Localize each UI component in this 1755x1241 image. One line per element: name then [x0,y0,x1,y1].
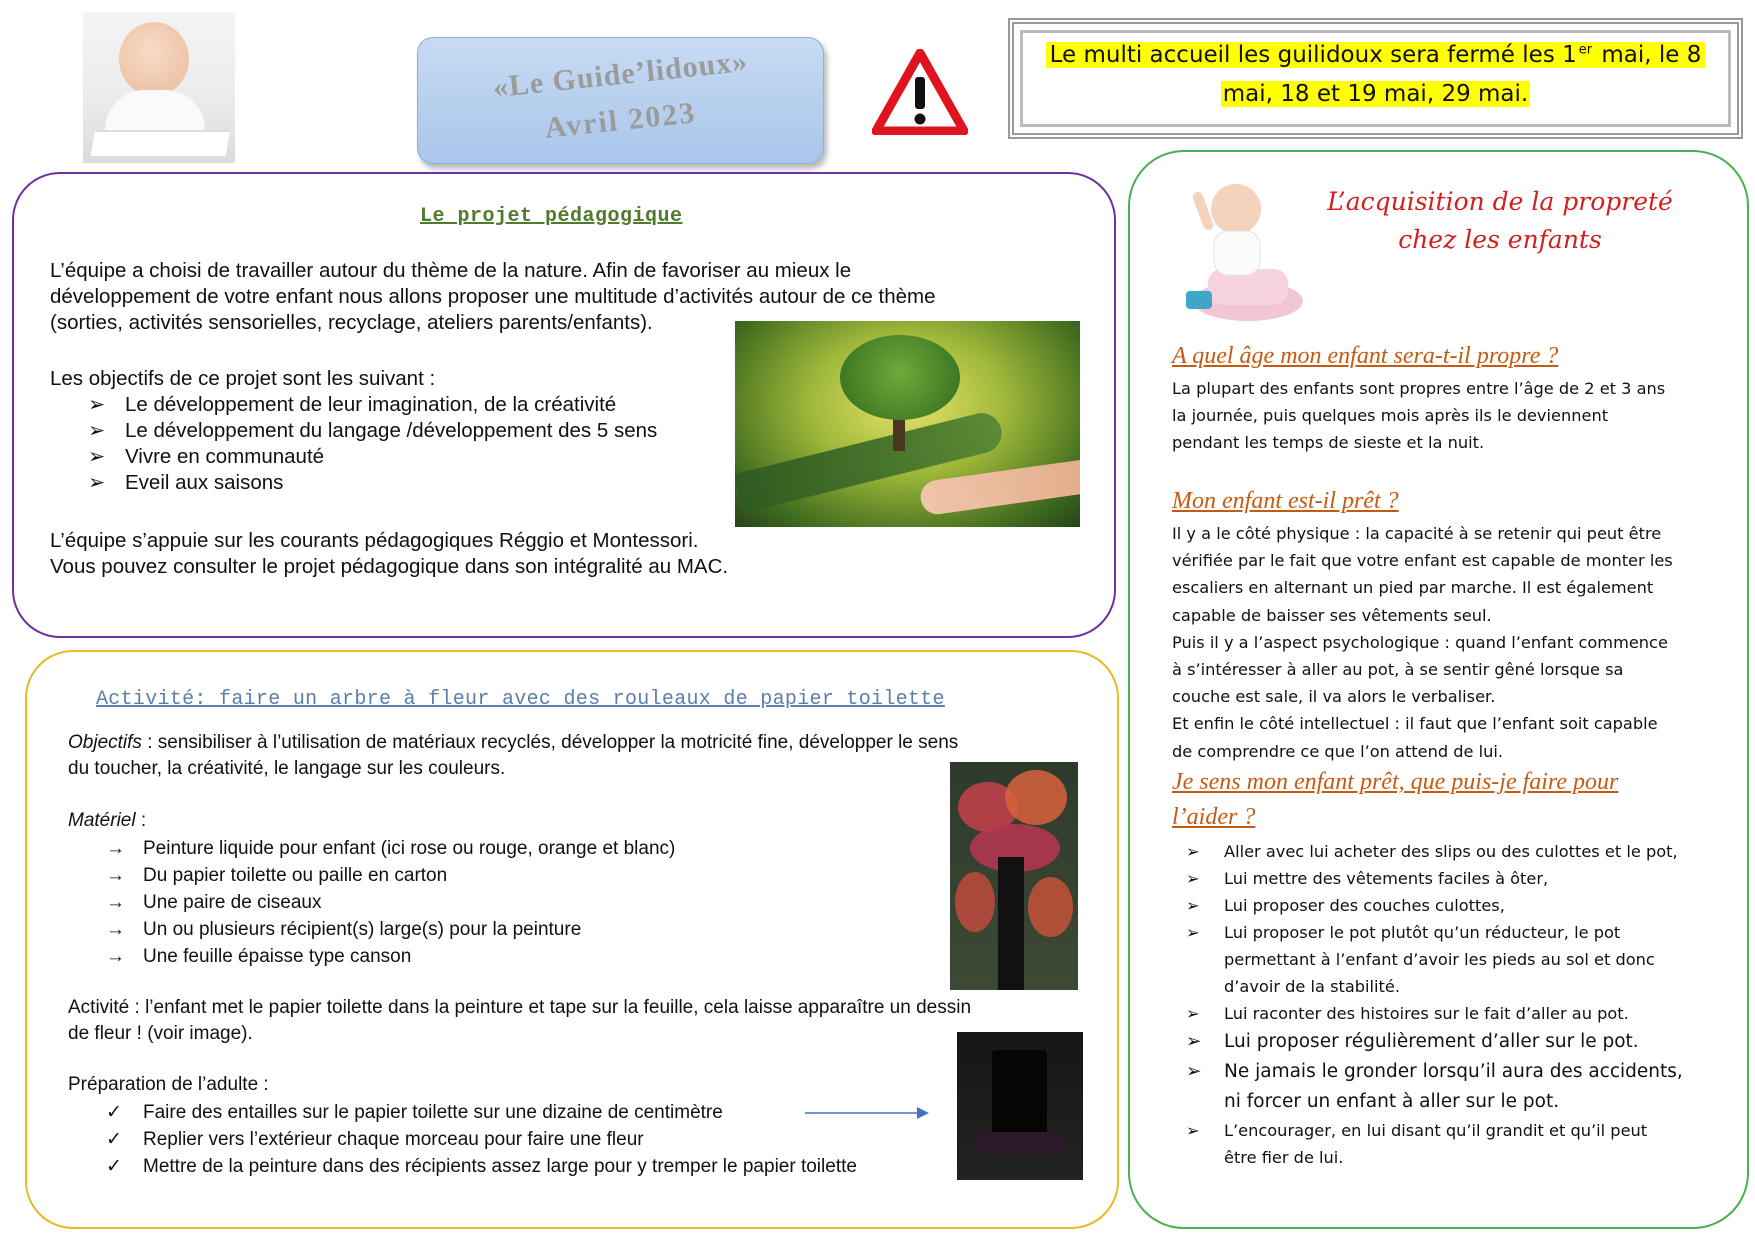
list-item: ➢ Lui proposer le pot plutôt qu’un réducteur, le pot [1186,923,1621,942]
list-item: ➢ Aller avec lui acheter des slips ou des culottes et le pot, [1186,842,1678,861]
baby-on-potty-image [1178,173,1306,331]
list-item: ➢ Le développement du langage /développement des 5 sens [88,419,658,442]
baby-reading-photo [83,12,235,163]
list-item: ➢ L’encourager, en lui disant qu’il grandit et qu’il peut [1186,1121,1648,1140]
activite-materiel-heading: Matériel : [68,810,147,831]
tips-list [1172,838,1712,1171]
projet-objectives-heading: Les objectifs de ce projet sont les suivant : [50,367,436,390]
list-item: ni forcer un enfant à aller sur le pot. [1224,1091,1560,1112]
flower-tree-artwork [950,762,1078,990]
projet-intro: L’équipe a choisi de travailler autour du thème de la nature. Afin de favoriser au mieux le développement de votre enfant nous allons proposer une multitude d’activités autour de ce thème (sorties, activités sensorielles, recyclage, ateliers parents/enfants). [50,259,936,334]
activite-description: Activité : l’enfant met le papier toilette dans la peinture et tape sur la feuille, cela laisse apparaître un dessin de fleur ! (voir image). [68,997,972,1044]
list-item: permettant à l’enfant d’avoir les pieds au sol et donc [1224,950,1655,969]
list-item: être fier de lui. [1224,1148,1344,1167]
list-item: → Une paire de ciseaux [106,892,322,913]
projet-objectives-list [50,392,657,496]
nature-tree-image [735,321,1080,527]
list-item: ➢ Le développement de leur imagination, de la créativité [88,393,617,416]
list-item: → Peinture liquide pour enfant (ici rose ou rouge, orange et blanc) [106,838,676,859]
arrow-right-icon [805,1106,930,1120]
proprete-title: L’acquisition de la propreté chez les enfants [1327,187,1673,254]
list-item: ➢ Lui raconter des histoires sur le fait d’aller au pot. [1186,1004,1629,1023]
newsletter-title-badge [417,37,824,164]
list-item: ➢ Ne jamais le gronder lorsqu’il aura des accidents, [1186,1061,1683,1082]
list-item: ➢ Lui proposer des couches culottes, [1186,896,1505,915]
list-item: → Un ou plusieurs récipient(s) large(s) pour la peinture [106,919,582,940]
list-item: ➢ Eveil aux saisons [88,471,284,494]
activite-objectifs: Objectifs : sensibiliser à l’utilisation de matériaux recyclés, développer la motricité fine, développer le sens du toucher, la créativité, le langage sur les couleurs. [68,732,959,779]
materiel-list [68,835,675,970]
projet-title: Le projet pédagogique [420,205,683,228]
question-aider: Je sens mon enfant prêt, que puis-je faire pour l’aider ? [1172,769,1619,830]
closure-notice [1008,18,1743,139]
list-item: → Une feuille épaisse type canson [106,946,412,967]
answer-pret: Il y a le côté physique : la capacité à se retenir qui peut être vérifiée par le fait que votre enfant est capable de monter les escaliers en alternant un pied par marche. Il est également capable de baisser ses vêtements seul. Puis il y a l’aspect psychologique : quand l’enfant commence à s’intéresser à aller au pot, à se sentir gêné lorsque sa couche est sale, il va alors le verbaliser. Et enfin le côté intellectuel : il faut que l’enfant soit capable de comprendre ce que l’on attend de lui. [1172,524,1673,761]
activite-title: Activité: faire un arbre à fleur avec des rouleaux de papier toilette [96,688,945,711]
newsletter-title: «Le Guide’lidoux» [491,44,750,105]
answer-age: La plupart des enfants sont propres entre l’âge de 2 et 3 ans la journée, puis quelques mois après ils le deviennent pendant les temps de sieste et la nuit. [1172,379,1666,453]
list-item: ➢ Lui proposer régulièrement d’aller sur le pot. [1186,1031,1639,1052]
preparation-list [68,1099,857,1180]
list-item: → Du papier toilette ou paille en carton [106,865,448,886]
projet-outro: L’équipe s’appuie sur les courants pédagogiques Réggio et Montessori. Vous pouvez consulter le projet pédagogique dans son intégralité au MAC. [50,529,729,578]
list-item: d’avoir de la stabilité. [1224,977,1400,996]
list-item: ✓ Mettre de la peinture dans des récipients assez large pour y tremper le papier toilette [106,1156,857,1177]
list-item: ✓ Replier vers l’extérieur chaque morceau pour faire une fleur [106,1129,644,1150]
list-item: ➢ Vivre en communauté [88,445,325,468]
question-age: A quel âge mon enfant sera-t-il propre ? [1172,343,1559,369]
warning-icon [872,49,968,135]
notice-line-2: mai, 18 et 19 mai, 29 mai. [1222,81,1529,107]
newsletter-date: Avril 2023 [543,96,698,145]
notice-line-1: Le multi accueil les guilidoux sera fermé les 1 $^{er}$ mai, le 8 [1014,42,1737,68]
list-item: ➢ Lui mettre des vêtements faciles à ôter, [1186,869,1549,888]
toilet-roll-flower-photo [957,1032,1083,1180]
list-item: ✓ Faire des entailles sur le papier toilette sur une dizaine de centimètre [106,1102,723,1123]
preparation-heading: Préparation de l’adulte : [68,1074,269,1095]
question-pret: Mon enfant est-il prêt ? [1172,488,1399,514]
